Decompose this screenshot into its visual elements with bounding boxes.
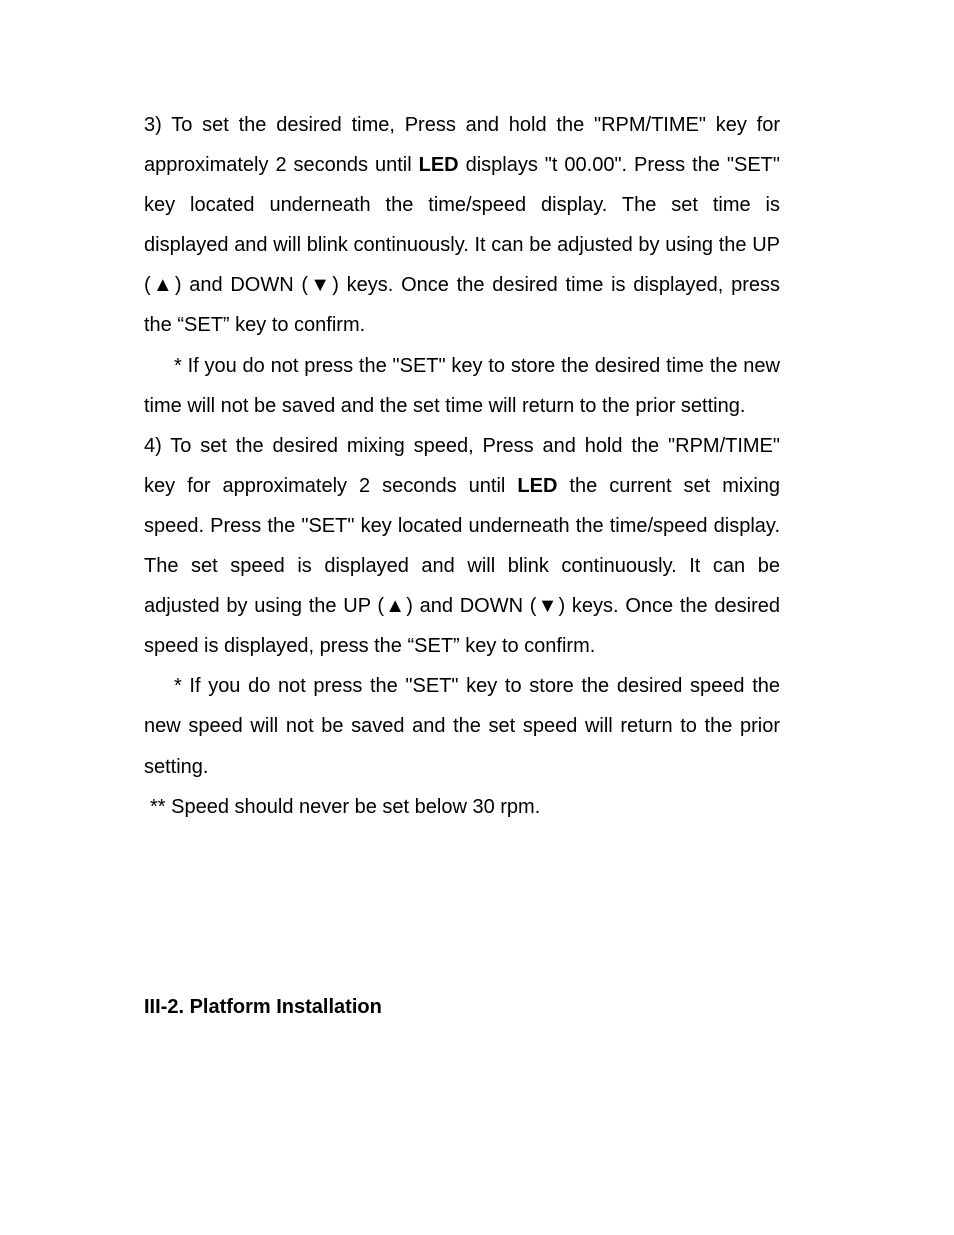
step-3-led-label: LED bbox=[418, 154, 459, 177]
step-4-paragraph bbox=[144, 426, 780, 667]
step-4-text-a: 4) To set the desired mixing speed, Press and hold the "RPM/TIME" key for approximately 2 seconds until bbox=[144, 434, 780, 497]
step-3-note: * If you do not press the "SET" key to store the desired time the new time will not be saved and the set time will return to the prior setting. bbox=[144, 354, 780, 417]
document-body bbox=[144, 105, 780, 827]
speed-warning-note: ** Speed should never be set below 30 rpm. bbox=[150, 795, 541, 818]
step-4-note: * If you do not press the "SET" key to store the desired speed the new speed will not be saved and the set speed will return to the prior setting. bbox=[144, 675, 780, 778]
step-3-text-a: 3) To set the desired time, Press and hold the "RPM/TIME" key for approximately 2 seconds until bbox=[144, 114, 780, 177]
step-3-paragraph bbox=[144, 105, 780, 346]
step-3-text-b: displays "t 00.00". Press the "SET" key located underneath the time/speed display. The set time is displayed and will blink continuously. It can be adjusted by using the UP (▲) and DOWN (▼) keys. Once the desired time is displayed, press the “SET” key to confirm. bbox=[144, 154, 780, 337]
step-4-text-b: the current set mixing speed. Press the "SET" key located underneath the time/speed display. The set speed is displayed and will blink continuously. It can be adjusted by using the UP (▲) and DOWN (▼) keys. Once the desired speed is displayed, press the “SET” key to confirm. bbox=[144, 474, 781, 658]
section-heading: III-2. Platform Installation bbox=[144, 996, 382, 1018]
step-4-led-label: LED bbox=[517, 474, 558, 497]
